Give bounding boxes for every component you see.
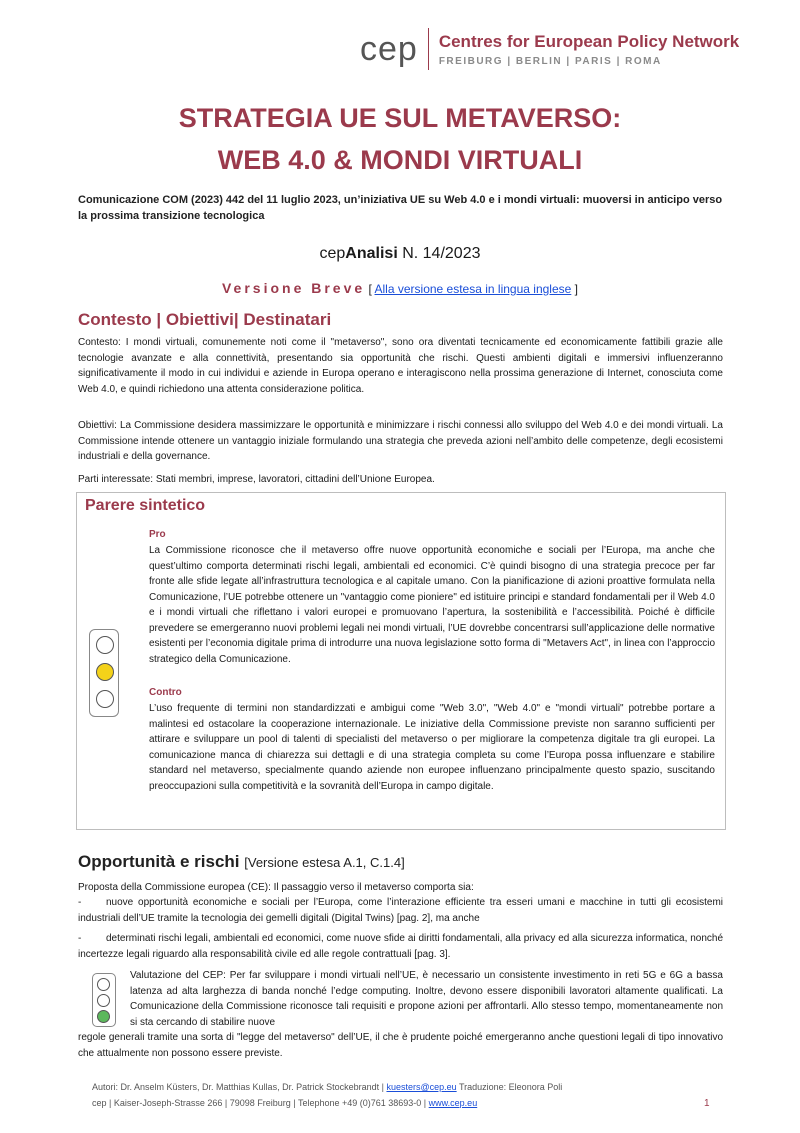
extended-version-ref: [Versione estesa A.1, C.1.4] (244, 855, 405, 870)
cep-logo (360, 28, 739, 70)
bracket-close: ] (574, 282, 578, 296)
green-bulb (97, 1010, 110, 1023)
cep-evaluation: Valutazione del CEP: Per far sviluppare i mondi virtuali nell’UE, è necessario un consistente investimento in reti 5G e 6G a bassa latenza ad alta larghezza di banda nonché l’edge computing. Inoltre, devono essere disponibili lavoratori altamente qualificati. La Comunicazione della Commissione riconosce tali requisiti e propone azioni per affrontarli. Allo stesso tempo, momentaneamente non si sta cercando di stabilire nuove (130, 970, 723, 1028)
authors-text: Autori: Dr. Anselm Küsters, Dr. Matthias Kullas, Dr. Patrick Stockebrandt | (92, 1082, 384, 1092)
logo-mark: cep (360, 29, 418, 68)
logo-title: Centres for European Policy Network (438, 31, 740, 51)
address-text: cep | Kaiser-Joseph-Strasse 266 | 79098 Freiburg | Telephone +49 (0)761 38693-0 | (92, 1098, 427, 1108)
red-bulb (97, 978, 110, 991)
bullet-risks (78, 931, 723, 962)
bullet-dash: - (78, 897, 82, 908)
bracket-open: [ (368, 282, 372, 296)
version-line (0, 280, 800, 296)
analysis-prefix: cep (319, 245, 346, 262)
summary-heading: Parere sintetico (85, 497, 206, 514)
traffic-light-amber-icon (89, 629, 119, 717)
proposal-line: Proposta della Commissione europea (CE): Il passaggio verso il metaverso comporta sia: (78, 882, 474, 893)
extended-version-link[interactable]: Alla versione estesa in lingua inglese (374, 282, 572, 296)
section-heading-context: Contesto | Obiettivi| Destinatari (78, 310, 332, 329)
logo-divider (428, 28, 429, 70)
bullet-text: determinati rischi legali, ambientali ed economici, come nuove sfide ai diritti fondamentali, alla privacy ed alla sicurezza informatica, nonché incertezze legali riguardo alla responsabilità civile ed alle regole contrattuali [pag. 3]. (78, 933, 723, 960)
green-bulb (96, 690, 114, 708)
amber-bulb (97, 994, 110, 1007)
analysis-number (0, 245, 800, 263)
version-label: Versione Breve (221, 280, 366, 296)
translation-text: Traduzione: Eleonora Poli (458, 1082, 563, 1092)
analysis-num: N. 14/2023 (397, 245, 481, 262)
document-subtitle: Comunicazione COM (2023) 442 del 11 luglio 2023, un’iniziativa UE su Web 4.0 e i mondi virtuali: muoversi in anticipo verso la prossima transizione tecnologica (78, 194, 723, 222)
footer-address (92, 1098, 712, 1108)
contro-heading: Contro (149, 687, 182, 698)
page-title-line1: STRATEGIA UE SUL METAVERSO: (178, 103, 622, 133)
red-bulb (96, 636, 114, 654)
logo-cities: FREIBURG | BERLIN | PARIS | ROMA (438, 55, 662, 67)
logo-text (439, 32, 739, 67)
amber-bulb (96, 663, 114, 681)
page-title-line2: WEB 4.0 & MONDI VIRTUALI (217, 145, 583, 175)
pro-heading: Pro (149, 529, 166, 540)
cep-evaluation-continued: regole generali tramite una sorta di "legge del metaverso" dell’UE, il che è prudente poiché emergeranno anche questioni legali di tipo innovativo che attualmente non possono essere previste. (78, 1032, 723, 1059)
obiettivi-paragraph: Obiettivi: La Commissione desidera massimizzare le opportunità e minimizzare i rischi connessi allo sviluppo del Web 4.0 e dei mondi virtuali. La Commissione intende ottenere un vantaggio iniziale formulando una strategia che preveda azioni nell’ambito delle competenze, degli ecosistemi industriali e della governance. (78, 420, 723, 462)
footer-authors (92, 1082, 712, 1092)
bullet-opportunities (78, 895, 723, 926)
summary-box (76, 492, 726, 830)
contesto-paragraph: Contesto: I mondi virtuali, comunemente noti come il "metaverso", sono ora diventati tecnicamente ed economicamente fattibili grazie alle tecnologie avanzate e alla connettività, presentando sia opportunità che rischi. Questi ambienti digitali e immersivi influenzeranno significativamente il modo in cui individui e aziende in Europa operano e interagiscono nella prossima generazione di Internet, conosciuta come Web 4.0, e quindi richiedono una attenta considerazione politica. (78, 337, 723, 395)
contro-text: L’uso frequente di termini non standardizzati e ambigui come "Web 3.0", "Web 4.0" e "mondi virtuali" potrebbe portare a malintesi ed ostacolare la cooperazione internazionale. Le iniziative della Commissione previste non saranno sufficienti per attirare e sviluppare un pool di talenti di specialisti del metaverso o per migliorare la competenza digitale tra gli europei. La comunicazione manca di chiarezza sui dettagli e di una strategia completa su come l’Europa possa influenzare e stabilire standard nel metaverso, specialmente quando aziende non europee influenzano principalmente questo spazio, suscitando preoccupazioni sulla competitività e la sovranità dell’Europa in campo digitale. (149, 703, 715, 792)
section-heading-opportunities (78, 852, 405, 872)
opportunities-title: Opportunità e rischi (78, 852, 240, 871)
website-link[interactable]: www.cep.eu (428, 1098, 478, 1108)
bullet-dash: - (78, 933, 82, 944)
analysis-bold: Analisi (345, 245, 398, 262)
bullet-text: nuove opportunità economiche e sociali per l’Europa, come l’interazione efficiente tra esseri umani e macchine in tutti gli ecosistemi industriali dell’UE tramite la tecnologia dei gemelli digitali (Digital Twins) [pag. 2], ma anche (78, 897, 723, 924)
parti-paragraph: Parti interessate: Stati membri, imprese, lavoratori, cittadini dell’Unione Europea. (78, 474, 435, 485)
traffic-light-green-icon (92, 973, 116, 1027)
pro-text: La Commissione riconosce che il metaverso offre nuove opportunità economiche e sociali per l’Europa, ma anche che quest’ultimo comporta determinati rischi legali, ambientali ed economici. C’è quindi bisogno di una strategia precoce per far fronte alle sfide legate all’infrastruttura tecnologica e al capitale umano. Con la pianificazione di azioni proattive formulata nella Comunicazione, l’UE potrebbe ottenere un "vantaggio come pioniere" ed istituire principi e standard fondamentali per il Web 4.0 e i mondi virtuali che riflettano i valori europei e promuovano l’apertura, la sostenibilità e l’accessibilità. Poiché è difficile prevedere se emergeranno nuovi problemi legali nei mondi virtuali, l’UE dovrebbe concentrarsi sull’applicazione delle normative esistenti per l’economia digitale prima di introdurre una nuova legislazione sotto forma di "Metavers Act", in linea con l’approccio strategico della Comunicazione. (149, 545, 715, 665)
author-email-link[interactable]: kuesters@cep.eu (386, 1082, 457, 1092)
page-number: 1 (704, 1098, 710, 1109)
